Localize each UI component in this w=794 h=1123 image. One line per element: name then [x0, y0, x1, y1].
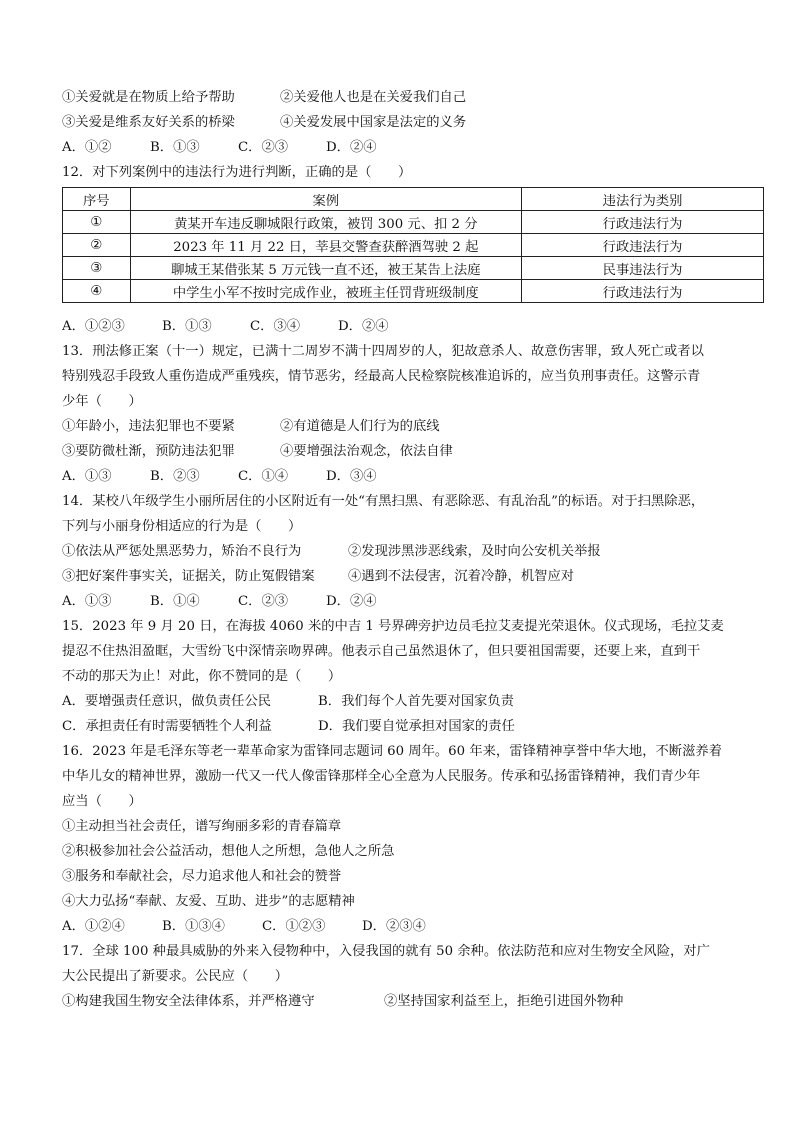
q12-choice-c: C．③④	[250, 319, 301, 334]
q14-option-1: ①依法从严惩处黑恶势力，矫治不良行为	[62, 544, 302, 559]
q16-stem-line-3: 应当（ ）	[62, 794, 142, 809]
q15-stem-line-3: 不动的那天为止！对此，你不赞同的是（ ）	[62, 669, 342, 684]
table-header: 违法行为类别	[522, 188, 764, 211]
q16-option-4: ④大力弘扬“奉献、友爱、互助、进步”的志愿精神	[62, 894, 355, 909]
table-cell: ①	[63, 211, 131, 234]
table-row	[63, 211, 764, 234]
table-header: 序号	[63, 188, 131, 211]
q15-stem-line-1: 15．2023 年 9 月 20 日，在海拔 4060 米的中吉 1 号界碑旁护边员毛拉艾麦提光荣退休。仪式现场，毛拉艾麦	[62, 619, 724, 634]
table-cell: ②	[63, 234, 131, 257]
table-cell: ③	[63, 257, 131, 280]
q11-choice-a: A．①②	[62, 140, 112, 155]
q14-stem-line-2: 下列与小丽身份相适应的行为是（ ）	[62, 519, 302, 534]
q14-choice-b: B．①④	[150, 594, 200, 609]
q14-stem-line-1: 14．某校八年级学生小丽所居住的小区附近有一处“有黑扫黑、有恶除恶、有乱治乱”的标语。对于扫黑除恶，	[62, 494, 705, 509]
q12-choice-d: D．②④	[338, 319, 389, 334]
q13-stem-line-1: 13．刑法修正案（十一）规定，已满十二周岁不满十四周岁的人，犯故意杀人、故意伤害罪，致人死亡或者以	[62, 344, 704, 359]
q15-choice-c: C．承担责任有时需要牺牲个人利益	[62, 719, 272, 734]
table-cell: 行政违法行为	[522, 234, 764, 257]
q15-choice-b: B．我们每个人首先要对国家负责	[318, 694, 514, 709]
q15-choice-d: D．我们要自觉承担对国家的责任	[318, 719, 515, 734]
table-cell: 聊城王某借张某 5 万元钱一直不还，被王某告上法庭	[130, 257, 522, 280]
q12-case-table	[62, 187, 764, 303]
q14-option-2: ②发现涉黑涉恶线索，及时向公安机关举报	[348, 544, 601, 559]
q14-option-3: ③把好案件事实关，证据关，防止冤假错案	[62, 569, 315, 584]
q12-choice-a: A．①②③	[62, 319, 125, 334]
q15-stem-line-2: 提忍不住热泪盈眶，大雪纷飞中深情亲吻界碑。他表示自己虽然退休了，但只要祖国需要，还要上来，直到干	[62, 644, 701, 659]
q14-choice-c: C．②③	[238, 594, 289, 609]
table-header: 案例	[130, 188, 522, 211]
q16-choice-b: B．①③④	[162, 919, 225, 934]
q17-option-2: ②坚持国家利益至上，拒绝引进国外物种	[384, 994, 624, 1009]
q13-stem-line-3: 少年（ ）	[62, 394, 142, 409]
q13-stem-line-2: 特别残忍手段致人重伤造成严重残疾，情节恶劣，经最高人民检察院核准追诉的，应当负刑事责任。这警示青	[62, 369, 701, 384]
table-cell: 行政违法行为	[522, 280, 764, 303]
q16-choice-a: A．①②④	[62, 919, 125, 934]
q13-option-3: ③要防微杜渐，预防违法犯罪	[62, 444, 235, 459]
q14-choice-d: D．②④	[326, 594, 377, 609]
q16-option-3: ③服务和奉献社会，尽力追求他人和社会的赞誉	[62, 869, 342, 884]
q11-option-1: ①关爱就是在物质上给予帮助	[62, 90, 235, 105]
q11-choice-c: C．②③	[238, 140, 289, 155]
q17-stem-line-1: 17．全球 100 种最具威胁的外来入侵物种中，入侵我国的就有 50 余种。依法防范和应对生物安全风险，对广	[62, 944, 710, 959]
table-cell: 中学生小军不按时完成作业，被班主任罚背班级制度	[130, 280, 522, 303]
table-cell: 2023 年 11 月 22 日，莘县交警查获醉酒驾驶 2 起	[130, 234, 522, 257]
q11-option-2: ②关爱他人也是在关爱我们自己	[280, 90, 467, 105]
q17-stem-line-2: 大公民提出了新要求。公民应（ ）	[62, 969, 289, 984]
q12-stem: 12．对下列案例中的违法行为进行判断，正确的是（ ）	[62, 165, 412, 180]
q11-choice-b: B．①③	[150, 140, 200, 155]
q16-option-1: ①主动担当社会责任，谱写绚丽多彩的青春篇章	[62, 819, 342, 834]
q16-choice-d: D．②③④	[362, 919, 426, 934]
q16-option-2: ②积极参加社会公益活动，想他人之所想，急他人之所急	[62, 844, 395, 859]
table-row	[63, 280, 764, 303]
q11-choice-d: D．②④	[326, 140, 377, 155]
table-cell: 黄某开车违反聊城限行政策，被罚 300 元、扣 2 分	[130, 211, 522, 234]
q14-option-4: ④遇到不法侵害，沉着冷静，机智应对	[348, 569, 575, 584]
q13-choice-c: C．①④	[238, 469, 289, 484]
q13-option-2: ②有道德是人们行为的底线	[280, 419, 440, 434]
q11-option-4: ④关爱发展中国家是法定的义务	[280, 115, 467, 130]
q13-option-1: ①年龄小，违法犯罪也不要紧	[62, 419, 235, 434]
table-row	[63, 257, 764, 280]
table-row	[63, 234, 764, 257]
q13-option-4: ④要增强法治观念，依法自律	[280, 444, 453, 459]
q16-choice-c: C．①②③	[262, 919, 326, 934]
table-cell: 行政违法行为	[522, 211, 764, 234]
q11-option-3: ③关爱是维系友好关系的桥梁	[62, 115, 235, 130]
q13-choice-d: D．③④	[326, 469, 377, 484]
q12-choice-b: B．①③	[162, 319, 212, 334]
table-cell: ④	[63, 280, 131, 303]
q14-choice-a: A．①③	[62, 594, 112, 609]
q13-choice-b: B．②③	[150, 469, 200, 484]
table-cell: 民事违法行为	[522, 257, 764, 280]
q13-choice-a: A．①③	[62, 469, 112, 484]
table-header-row	[63, 188, 764, 211]
q16-stem-line-1: 16．2023 年是毛泽东等老一辈革命家为雷锋同志题词 60 周年。60 年来，雷锋精神享誉中华大地，不断滋养着	[62, 744, 722, 759]
q15-choice-a: A．要增强责任意识，做负责任公民	[62, 694, 272, 709]
q17-option-1: ①构建我国生物安全法律体系，并严格遵守	[62, 994, 315, 1009]
q16-stem-line-2: 中华儿女的精神世界，激励一代又一代人像雷锋那样全心全意为人民服务。传承和弘扬雷锋精神，我们青少年	[62, 769, 701, 784]
